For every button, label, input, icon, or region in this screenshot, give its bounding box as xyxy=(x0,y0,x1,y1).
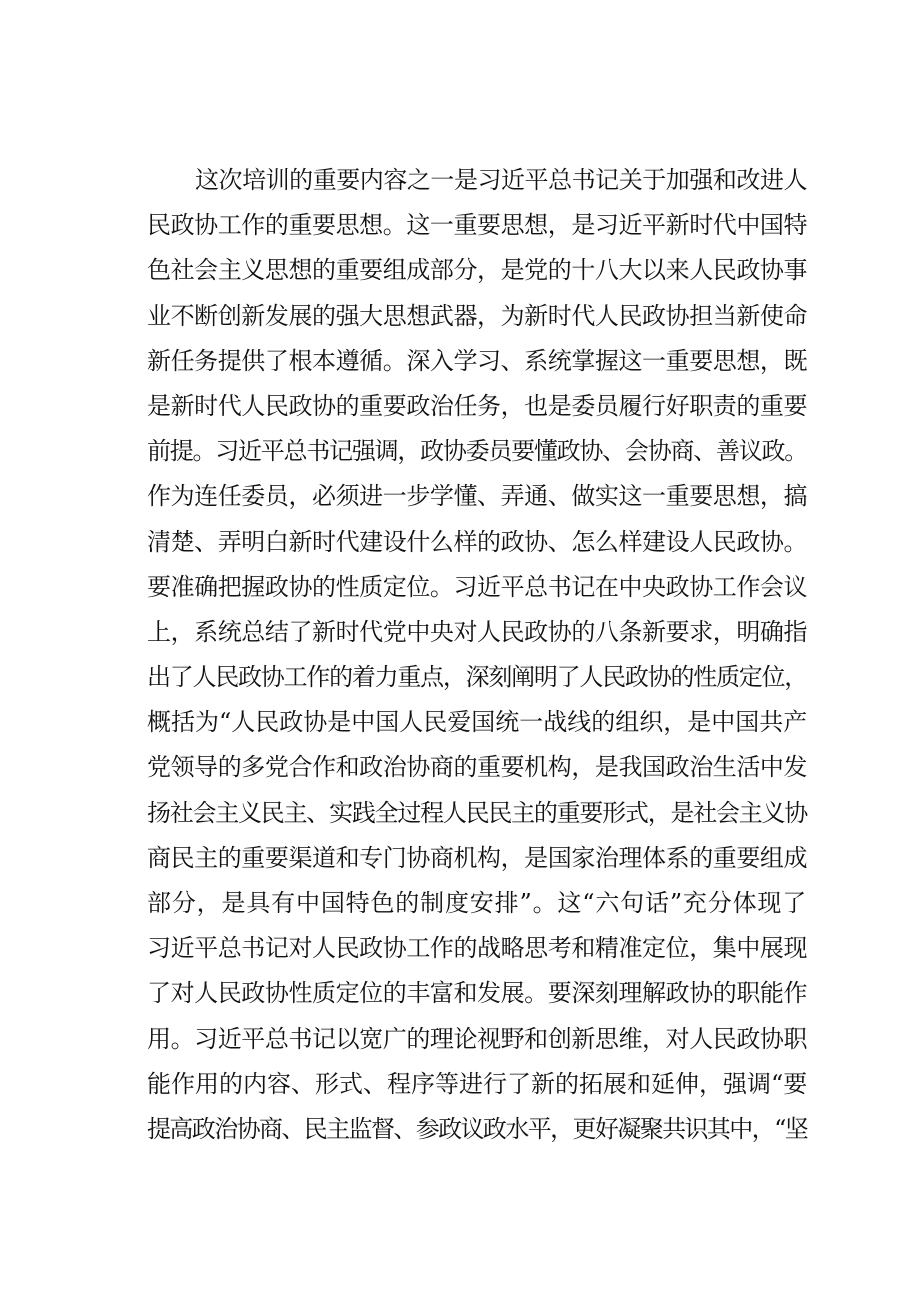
paragraph-line: 业不断创新发展的强大思想武器，为新时代人民政协担当新使命 xyxy=(147,301,807,330)
paragraph-line: 概括为“人民政协是中国人民爱国统一战线的组织，是中国共产 xyxy=(147,708,808,737)
paragraph-line: 商民主的重要渠道和专门协商机构，是国家治理体系的重要组成 xyxy=(147,843,807,872)
paragraph-line: 是新时代人民政协的重要政治任务，也是委员履行好职责的重要 xyxy=(147,391,807,420)
paragraph-line: 前提。习近平总书记强调，政协委员要懂政协、会协商、善议政。 xyxy=(147,437,807,466)
paragraph-line: 要准确把握政协的性质定位。习近平总书记在中央政协工作会议 xyxy=(147,572,807,601)
paragraph-line: 用。习近平总书记以宽广的理论视野和创新思维，对人民政协职 xyxy=(147,1024,807,1053)
paragraph-line: 色社会主义思想的重要组成部分，是党的十八大以来人民政协事 xyxy=(147,256,807,285)
paragraph-line: 清楚、弄明白新时代建设什么样的政协、怎么样建设人民政协。 xyxy=(147,527,807,556)
paragraph-line: 提高政治协商、民主监督、参政议政水平，更好凝聚共识其中，“坚 xyxy=(147,1114,807,1143)
paragraph-line: 习近平总书记对人民政协工作的战略思考和精准定位，集中展现 xyxy=(147,934,807,963)
paragraph-line: 能作用的内容、形式、程序等进行了新的拓展和延伸，强调“要 xyxy=(147,1069,808,1098)
paragraph-line: 了对人民政协性质定位的丰富和发展。要深刻理解政协的职能作 xyxy=(147,979,807,1008)
paragraph-line: 部分，是具有中国特色的制度安排”。这“六句话”充分体现了 xyxy=(147,889,807,917)
paragraph-line: 上，系统总结了新时代党中央对人民政协的八条新要求，明确指 xyxy=(147,617,807,646)
paragraph-line: 新任务提供了根本遵循。深入学习、系统掌握这一重要思想，既 xyxy=(147,346,807,375)
paragraph-line: 党领导的多党合作和政治协商的重要机构，是我国政治生活中发 xyxy=(147,753,807,782)
paragraph-line: 民政协工作的重要思想。这一重要思想，是习近平新时代中国特 xyxy=(147,211,807,240)
paragraph-line: 这次培训的重要内容之一是习近平总书记关于加强和改进人 xyxy=(195,166,807,194)
paragraph-line: 出了人民政协工作的着力重点，深刻阐明了人民政协的性质定位， xyxy=(147,663,807,692)
paragraph-line: 扬社会主义民主、实践全过程人民民主的重要形式，是社会主义协 xyxy=(147,798,807,827)
paragraph-line: 作为连任委员，必须进一步学懂、弄通、做实这一重要思想，搞 xyxy=(147,482,807,511)
body-paragraph xyxy=(147,158,807,1152)
